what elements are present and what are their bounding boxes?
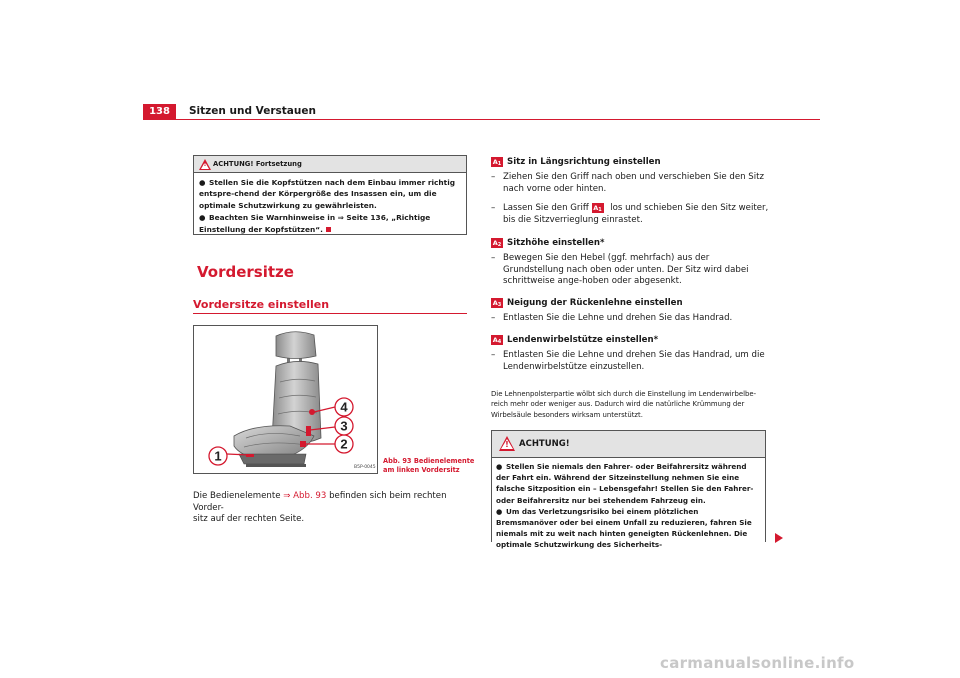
figure-code: B5P-0045 [354,465,376,470]
figure-caption: Abb. 93 Bedienelemente am linken Vordersitz [383,457,475,474]
step-a4-item: – Entlasten Sie die Lehne und drehen Sie das Handrad, um die Lendenwirbelstütze einzustellen. [491,350,765,372]
step-badge: A2 [492,239,502,248]
warning-box [491,430,766,550]
warning-heading: ACHTUNG! Fortsetzung [213,160,302,168]
step-a1-item: – Ziehen Sie den Griff nach oben und verschieben Sie den Sitz nach vorne oder hinten. [491,172,765,194]
note-paragraph: Die Lehnenpolsterpartie wölbt sich durch die Einstellung im Lendenwirbelbe-reich mehr oder weniger aus. Dadurch wird die natürliche Krümmung der Wirbelsäule besonders wirksam unterstützt. [491,390,757,419]
end-mark-icon [326,227,331,232]
step-a2-item: – Bewegen Sie den Hebel (ggf. mehrfach) aus der Grundstellung nach oben oder unten. Der Sitz wird dabei schrittweise ange-hoben oder abgesenkt. [491,253,749,286]
inline-badge: A1 [593,204,602,213]
warning-header [194,156,466,173]
step-badge: A3 [492,299,502,308]
subsection-title: Vordersitze einstellen [193,298,330,311]
step-badge: A4 [492,336,502,345]
figure-reference-link[interactable]: ⇒ Abb. 93 [283,491,327,501]
watermark: carmanualsonline.info [660,654,855,672]
callout-1: 1 [214,448,222,464]
step-title-a3: A3 Neigung der Rückenlehne einstellen [492,298,683,308]
running-head: Sitzen und Verstauen [189,105,316,117]
continue-arrow-icon [775,533,783,543]
warning-triangle-icon: ! [199,159,211,170]
section-title: Vordersitze [197,263,294,281]
step-title-a4: A4 Lendenwirbelstütze einstellen* [492,335,659,345]
step-title-a1: A1 Sitz in Längsrichtung einstellen [492,157,661,167]
warning-item: ● Stellen Sie die Kopfstützen nach dem Einbau immer richtig entspre-chend der Körpergröße des Insassen ein, um die optimale Schutzwirkung zu gewährleisten. [199,178,456,210]
step-a1-item: – Lassen Sie den Griff A1 los und schieben Sie den Sitz weiter, bis die Sitzverrieglung einrastet. [491,203,769,225]
warning-body [492,458,765,551]
bullet-icon: ● [496,462,503,471]
warning-box-continued [193,155,467,235]
callout-4: 4 [340,399,348,415]
page-number: 138 [143,104,176,119]
bullet-icon: ● [199,178,206,187]
subsection-rule [193,313,467,314]
callout-2: 2 [340,436,348,452]
warning-body [194,173,466,235]
warning-header [492,431,765,458]
bullet-icon: ● [199,213,206,223]
step-a3-item: – Entlasten Sie die Lehne und drehen Sie das Handrad. [491,313,733,323]
step-title-a2: A2 Sitzhöhe einstellen* [492,238,605,248]
seat-figure [193,325,378,474]
warning-heading: ACHTUNG! [519,439,570,449]
step-badge: A1 [492,158,502,167]
header-rule [143,119,820,120]
intro-paragraph: Die Bedienelemente ⇒ Abb. 93 befinden sich beim rechten Vorder- sitz auf der rechten Seite. [193,491,447,525]
bullet-icon: ● [496,506,503,516]
seat-illustration [194,326,378,474]
warning-item: ● Beachten Sie Warnhinweise in ⇒ Seite 136, „Richtige Einstellung der Kopfstützen“. [199,213,431,234]
warning-triangle-icon: ! [499,436,515,451]
callout-3: 3 [340,418,348,434]
warning-item: ● Um das Verletzungsrisiko bei einem plötzlichen Bremsmanöver oder bei einem Unfall zu reduzieren, fahren Sie niemals mit zu weit nach hinten geneigten Rückenlehnen. Die optimale Schutzwirkung des Sicherheits- [496,506,752,550]
warning-item: ● Stellen Sie niemals den Fahrer- oder Beifahrersitz während der Fahrt ein. Während der Sitzeinstellung nehmen Sie eine falsche Sitzposition ein – Lebensgefahr! Stellen Sie den Fahrer- oder Beifahrersitz nur bei stehendem Fahrzeug ein. [496,462,754,505]
